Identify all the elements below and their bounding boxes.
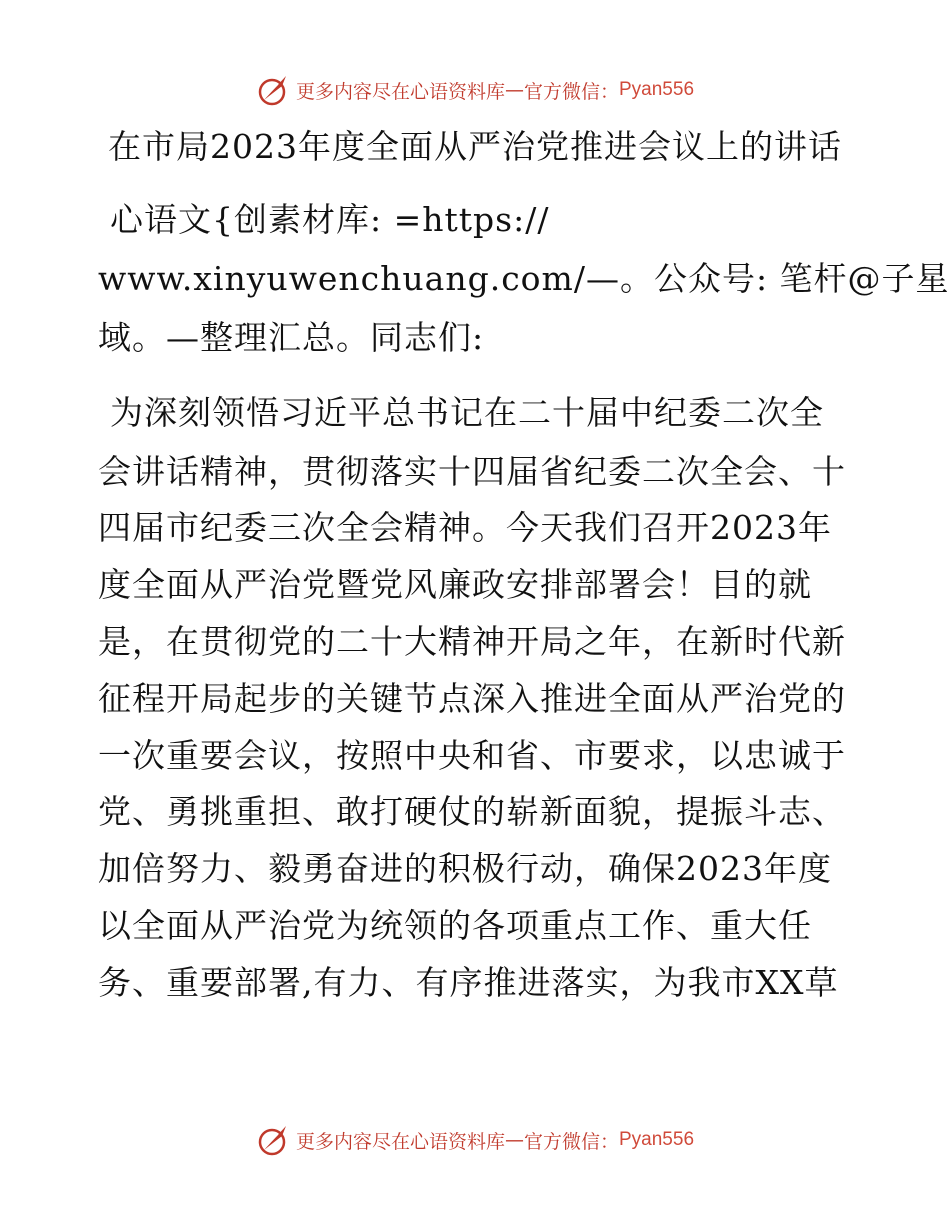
body-line: 征程开局起步的关键节点深入推进全面从严治党的 [98, 679, 846, 718]
page-title: 在市局2023年度全面从严治党推进会议上的讲话 [108, 127, 842, 166]
body-line: 一次重要会议，按照中央和省、市要求，以忠诚于 [98, 736, 846, 775]
body-line: 度全面从严治党暨党风廉政安排部署会！目的就 [98, 565, 812, 604]
body-line: 会讲话精神，贯彻落实十四届省纪委二次全会、十 [98, 452, 846, 491]
body-line: 为深刻领悟习近平总书记在二十届中纪委二次全 [110, 393, 824, 432]
quill-logo-icon [256, 1122, 292, 1158]
body-line: 是，在贯彻党的二十大精神开局之年，在新时代新 [98, 622, 846, 661]
banner-slogan: 更多内容尽在心语资料库 [295, 1130, 505, 1153]
body-line: www.xinyuwenchuang.com/—。公众号: 笔杆@子星 [98, 259, 950, 298]
footer-banner [0, 1120, 950, 1160]
body-line: 务、重要部署,有力、有序推进落实，为我市XX草 [98, 963, 839, 1002]
banner-separator: — [504, 1129, 524, 1151]
banner-separator: — [504, 79, 524, 101]
wechat-handle: Pyan556 [619, 1129, 695, 1150]
quill-logo-icon [256, 72, 292, 108]
body-line: 域。—整理汇总。同志们: [98, 318, 485, 357]
banner-slogan: 更多内容尽在心语资料库 [295, 80, 505, 103]
body-line: 心语文{创素材库: =https:// [110, 200, 550, 239]
body-line: 四届市纪委三次全会精神。今天我们召开2023年 [98, 508, 832, 547]
wechat-handle: Pyan556 [619, 79, 695, 100]
wechat-label: 官方微信： [523, 80, 619, 103]
body-line: 党、勇挑重担、敢打硬仗的崭新面貌，提振斗志、 [98, 792, 846, 831]
body-line: 以全面从严治党为统领的各项重点工作、重大任 [98, 906, 812, 945]
body-line: 加倍努力、毅勇奋进的积极行动，确保2023年度 [98, 849, 832, 888]
wechat-label: 官方微信： [523, 1130, 619, 1153]
header-banner [0, 70, 950, 110]
